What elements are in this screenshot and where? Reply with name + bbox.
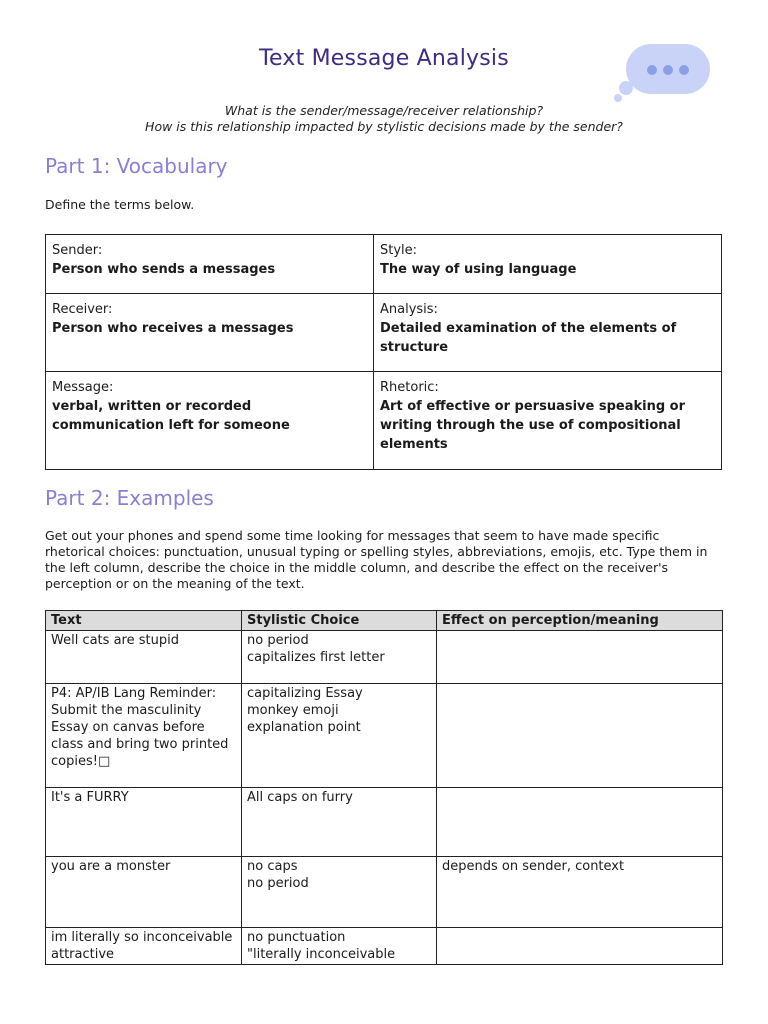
- example-text: P4: AP/IB Lang Reminder: Submit the masculinity Essay on canvas before class and bring two printed copies!□: [46, 684, 242, 788]
- vocab-row: [46, 235, 722, 294]
- column-header-effect: Effect on perception/meaning: [437, 611, 723, 631]
- vocab-definition: Detailed examination of the elements of structure: [380, 321, 677, 355]
- chat-bubble-icon: [612, 36, 724, 110]
- vocab-term: Sender:: [52, 243, 103, 258]
- choice-line: no caps: [247, 859, 298, 874]
- vocab-term: Analysis:: [380, 302, 438, 317]
- choice-line: capitalizes first letter: [247, 650, 385, 665]
- vocab-term: Receiver:: [52, 302, 113, 317]
- guiding-question-2: How is this relationship impacted by stylistic decisions made by the sender?: [145, 119, 623, 134]
- vocab-definition: verbal, written or recorded communication left for someone: [52, 399, 290, 433]
- example-choice: [242, 928, 437, 965]
- vocab-definition: The way of using language: [380, 262, 577, 277]
- vocabulary-table: [45, 234, 722, 470]
- example-effect: depends on sender, context: [437, 857, 723, 928]
- vocab-cell: [374, 235, 722, 294]
- choice-line: explanation point: [247, 720, 361, 735]
- examples-table: [45, 610, 723, 965]
- vocab-cell: [374, 294, 722, 372]
- vocab-row: [46, 294, 722, 372]
- choice-line: no period: [247, 876, 309, 891]
- vocab-row: [46, 372, 722, 470]
- example-choice: [242, 684, 437, 788]
- example-choice: [242, 788, 437, 857]
- example-effect: [437, 788, 723, 857]
- part2-heading: Part 2: Examples: [45, 486, 214, 510]
- vocab-definition: Art of effective or persuasive speaking or writing through the use of compositional elements: [380, 399, 686, 452]
- example-effect: [437, 631, 723, 684]
- table-row: [46, 928, 723, 965]
- vocab-cell: [374, 372, 722, 470]
- example-choice: [242, 631, 437, 684]
- example-text: im literally so inconceivable attractive: [46, 928, 242, 965]
- example-effect: [437, 928, 723, 965]
- choice-line: capitalizing Essay: [247, 686, 363, 701]
- vocab-term: Style:: [380, 243, 418, 258]
- vocab-cell: [46, 235, 374, 294]
- part1-heading: Part 1: Vocabulary: [45, 154, 228, 178]
- vocab-term: Rhetoric:: [380, 380, 439, 395]
- examples-header-row: [46, 611, 723, 631]
- page-title: Text Message Analysis: [259, 46, 509, 71]
- example-choice: [242, 857, 437, 928]
- vocab-cell: [46, 294, 374, 372]
- table-row: [46, 857, 723, 928]
- table-row: [46, 631, 723, 684]
- example-text: It's a FURRY: [46, 788, 242, 857]
- vocab-definition: Person who receives a messages: [52, 321, 294, 336]
- column-header-stylistic-choice: Stylistic Choice: [242, 611, 437, 631]
- table-row: [46, 684, 723, 788]
- example-effect: [437, 684, 723, 788]
- guiding-question-1: What is the sender/message/receiver relationship?: [224, 103, 544, 118]
- part2-instructions: Get out your phones and spend some time looking for messages that seem to have made specific rhetorical choices: punctuation, unusual typing or spelling styles, abbreviations, emojis, etc. Type them in the left column, describe the choice in the middle column, and describe the effect on the receiver's perception or on the meaning of the text.: [45, 528, 708, 591]
- choice-line: no punctuation: [247, 930, 346, 945]
- vocab-term: Message:: [52, 380, 114, 395]
- choice-line: All caps on furry: [247, 790, 353, 805]
- example-text: you are a monster: [46, 857, 242, 928]
- column-header-text: Text: [46, 611, 242, 631]
- part1-instructions: Define the terms below.: [45, 197, 195, 212]
- example-text: Well cats are stupid: [46, 631, 242, 684]
- choice-line: "literally inconceivable: [247, 947, 396, 962]
- table-row: [46, 788, 723, 857]
- choice-line: no period: [247, 633, 309, 648]
- vocab-cell: [46, 372, 374, 470]
- choice-line: monkey emoji: [247, 703, 339, 718]
- vocab-definition: Person who sends a messages: [52, 262, 276, 277]
